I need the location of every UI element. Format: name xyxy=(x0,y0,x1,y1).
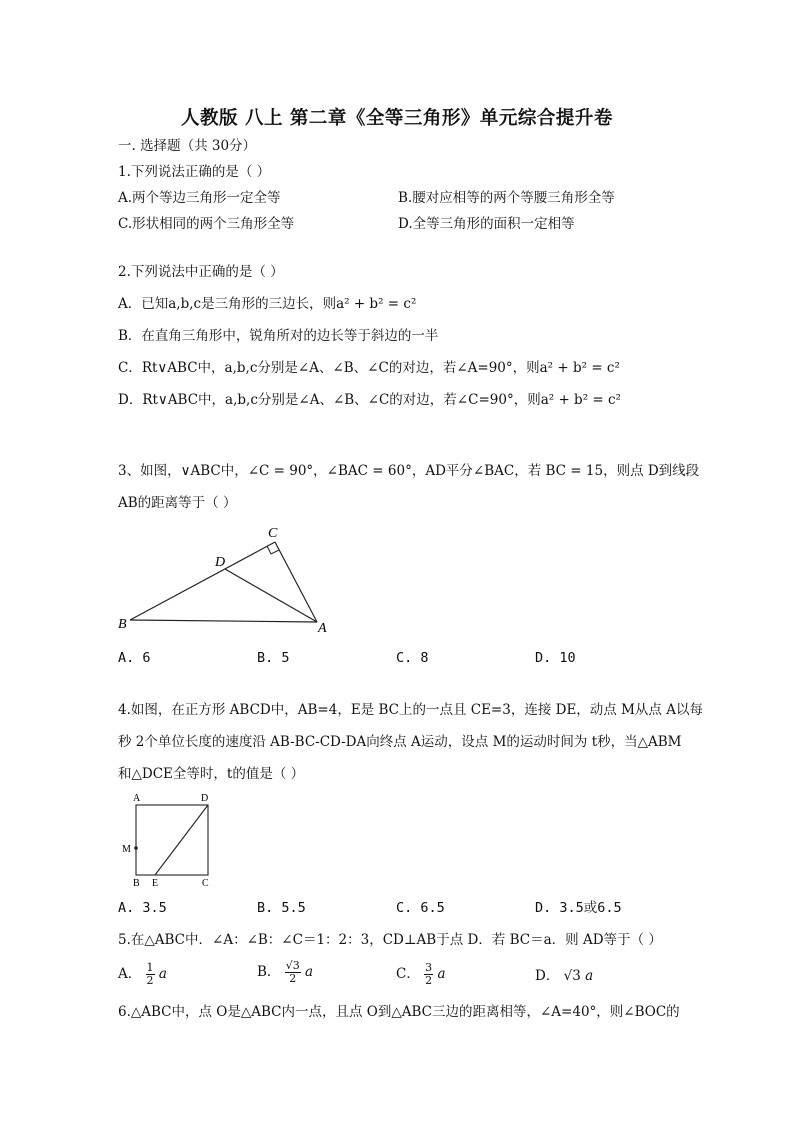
q3-label-b: B xyxy=(118,617,127,632)
q5-option-a xyxy=(118,962,167,987)
q5-option-a-numerator: 1 xyxy=(146,961,154,974)
q5-option-b-fraction xyxy=(285,960,301,985)
q4-option-d: D. 3.5或6.5 xyxy=(535,900,622,916)
q5-stem: 5.在△ABC中．∠A：∠B：∠C＝1：2：3，CD⊥AB于点 D．若 BC＝a．则 AD等于（ ） xyxy=(118,932,662,948)
q1-option-d: D.全等三角形的面积一定相等 xyxy=(398,216,575,232)
q1-option-a: A.两个等边三角形一定全等 xyxy=(118,190,281,206)
q2-option-d: D．Rt∨ABC中，a,b,c分别是∠A、∠B、∠C的对边，若∠C=90°，则a² + b² = c² xyxy=(118,392,621,408)
q5-option-c-denominator: 2 xyxy=(425,974,433,987)
q5-option-d-var: a xyxy=(585,968,594,984)
q3-side-ba xyxy=(130,620,317,622)
q5-option-d-label: D． xyxy=(535,968,560,984)
q4-option-a: A. 3.5 xyxy=(118,900,167,916)
q5-option-c xyxy=(396,962,446,987)
q3-label-c: C xyxy=(268,526,278,541)
q4-label-e: E xyxy=(152,878,159,889)
q3-triangle-figure xyxy=(112,522,342,640)
q4-stem-line1: 4.如图，在正方形 ABCD中，AB=4，E是 BC上的一点且 CE=3，连接 DE，动点 M从点 A以每 xyxy=(118,702,703,718)
q2-stem: 2.下列说法中正确的是（ ） xyxy=(118,264,284,280)
q4-segment-de xyxy=(155,805,208,875)
q3-stem-line2: AB的距离等于（ ） xyxy=(118,495,237,511)
q5-option-c-numerator: 3 xyxy=(425,961,433,974)
q2-option-a: A．已知a,b,c是三角形的三边长，则a² + b² = c² xyxy=(118,296,417,312)
q5-option-d xyxy=(535,968,593,984)
q5-option-a-denominator: 2 xyxy=(146,974,154,987)
q4-label-m: M xyxy=(122,844,131,855)
q3-option-a: A. 6 xyxy=(118,650,151,666)
q5-option-b-label: B． xyxy=(257,964,281,980)
q5-option-d-value: √3 xyxy=(563,968,581,984)
q4-point-m xyxy=(134,846,138,850)
q3-option-b: B. 5 xyxy=(257,650,290,666)
q6-stem: 6.△ABC中，点 O是△ABC内一点，且点 O到△ABC三边的距离相等，∠A=40°，则∠BOC的 xyxy=(118,1004,680,1020)
q5-option-a-fraction xyxy=(146,962,155,987)
q3-option-d: D. 10 xyxy=(535,650,576,666)
q5-option-b xyxy=(257,960,313,985)
q3-side-bc xyxy=(130,542,275,620)
q4-label-a: A xyxy=(133,793,141,804)
q5-option-c-var: a xyxy=(437,966,446,982)
q4-square-figure xyxy=(116,790,226,892)
q4-square-abcd xyxy=(136,805,208,875)
q3-option-c: C. 8 xyxy=(396,650,429,666)
section-heading: 一. 选择题（共 30分） xyxy=(118,138,257,154)
q1-option-b: B.腰对应相等的两个等腰三角形全等 xyxy=(398,190,615,206)
q1-option-c: C.形状相同的两个三角形全等 xyxy=(118,216,295,232)
q4-stem-line2: 秒 2个单位长度的速度沿 AB-BC-CD-DA向终点 A运动，设点 M的运动时间为 t秒，当△ABM xyxy=(118,734,682,750)
q5-option-c-label: C． xyxy=(396,966,420,982)
q4-label-b: B xyxy=(133,878,140,889)
q2-option-c: C．Rt∨ABC中，a,b,c分别是∠A、∠B、∠C的对边，若∠A=90°，则a² + b² = c² xyxy=(118,360,620,376)
q3-label-a: A xyxy=(318,621,327,636)
q5-option-b-var: a xyxy=(305,964,314,980)
q3-stem-line1: 3、如图，∨ABC中，∠C = 90°，∠BAC = 60°，AD平分∠BAC，若 BC = 15，则点 D到线段 xyxy=(118,463,700,479)
q5-option-a-var: a xyxy=(158,966,167,982)
q5-option-b-numerator: √3 xyxy=(285,959,300,972)
q4-option-b: B. 5.5 xyxy=(257,900,306,916)
q3-label-d: D xyxy=(215,555,226,570)
page-title: 人教版 八上 第二章《全等三角形》单元综合提升卷 xyxy=(181,108,613,129)
q1-stem: 1.下列说法正确的是（ ） xyxy=(118,164,271,180)
q4-label-d: D xyxy=(201,793,209,804)
q5-option-c-fraction xyxy=(424,962,433,987)
q5-option-a-label: A． xyxy=(118,966,142,982)
q2-option-b: B．在直角三角形中，锐角所对的边长等于斜边的一半 xyxy=(118,328,439,344)
q5-option-b-denominator: 2 xyxy=(289,972,297,985)
q4-stem-line3: 和△DCE全等时，t的值是（ ） xyxy=(118,766,305,782)
q4-label-c: C xyxy=(202,878,209,889)
q4-option-c: C. 6.5 xyxy=(396,900,445,916)
